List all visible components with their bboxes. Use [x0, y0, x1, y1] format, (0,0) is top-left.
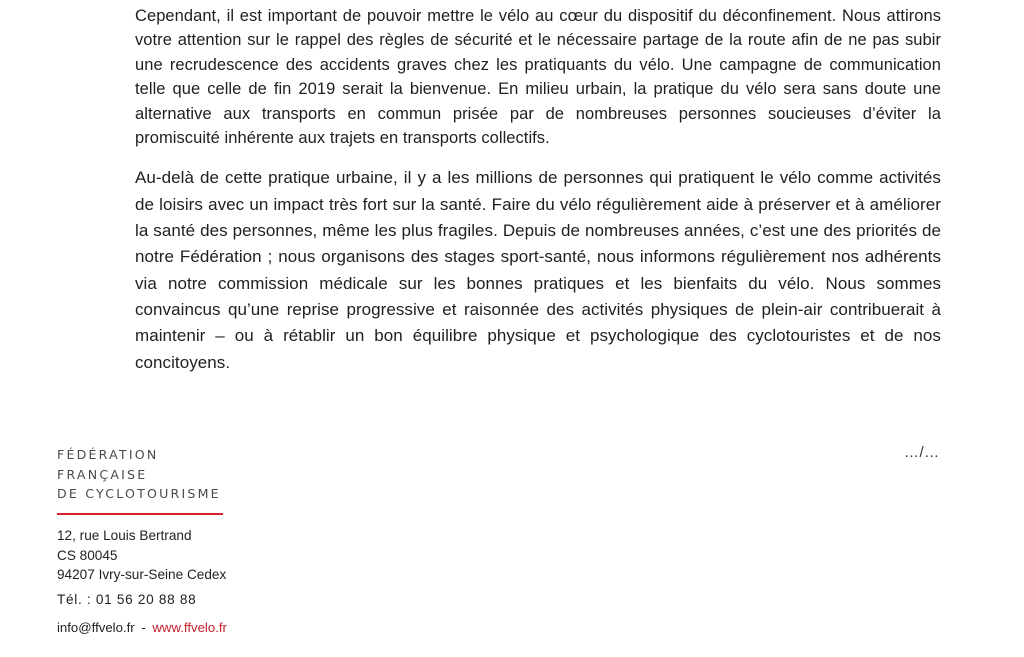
paragraph-leisure-health: Au-delà de cette pratique urbaine, il y a les millions de personnes qui pratiquent le vélo comme activités de loisirs avec un impact très fort sur la santé. Faire du vélo régulièrement aide à préserver et à améliorer la santé des personnes, même les plus fragiles. Depuis de nombreuses années, c’est une des priorités de notre Fédération ; nous organisons des stages sport-santé, nous informons régulièrement nos adhérents via notre commission médicale sur les bonnes pratiques et les bienfaits du vélo. Nous sommes convaincus qu’une reprise progressive et raisonnée des activités physiques de plein-air contribuerait à maintenir – ou à rétablir un bon équilibre physique et psychologique des cyclotouristes et de nos concitoyens. — [135, 168, 941, 372]
paragraph-deconfinement: Cependant, il est important de pouvoir mettre le vélo au cœur du dispositif du déconfinement. Nous attirons votre attention sur le rappel des règles de sécurité et le nécessaire partage de la route afin de ne pas subir une recrudescence des accidents graves chez les pratiquants du vélo. Une campagne de communication telle que celle de fin 2019 serait la bienvenue. En milieu urbain, la pratique du vélo sera sans doute une alternative aux transports en commun prisée par de nombreuses personnes soucieuses d’éviter la promiscuité inhérente aux trajets en transports collectifs. — [135, 7, 941, 148]
email-link[interactable]: info@ffvelo.fr — [57, 620, 135, 635]
org-name-line: FÉDÉRATION — [57, 447, 159, 462]
phone-number: Tél. : 01 56 20 88 88 — [57, 592, 197, 607]
contact-separator: - — [141, 620, 146, 635]
letter-body — [135, 4, 941, 376]
continuation-mark: …/… — [904, 444, 940, 461]
org-name-line: FRANÇAISE — [57, 466, 148, 482]
org-name-line: DE CYCLOTOURISME — [57, 486, 221, 501]
address-po-box: CS 80045 — [57, 547, 118, 563]
website-link[interactable]: www.ffvelo.fr — [152, 620, 227, 635]
address-city: 94207 Ivry-sur-Seine Cedex — [57, 567, 227, 582]
organization-logo — [57, 445, 257, 504]
postal-address — [57, 526, 226, 585]
address-street: 12, rue Louis Bertrand — [57, 528, 192, 543]
contact-line — [57, 620, 227, 635]
red-divider — [57, 513, 223, 515]
organization-name — [57, 445, 257, 504]
